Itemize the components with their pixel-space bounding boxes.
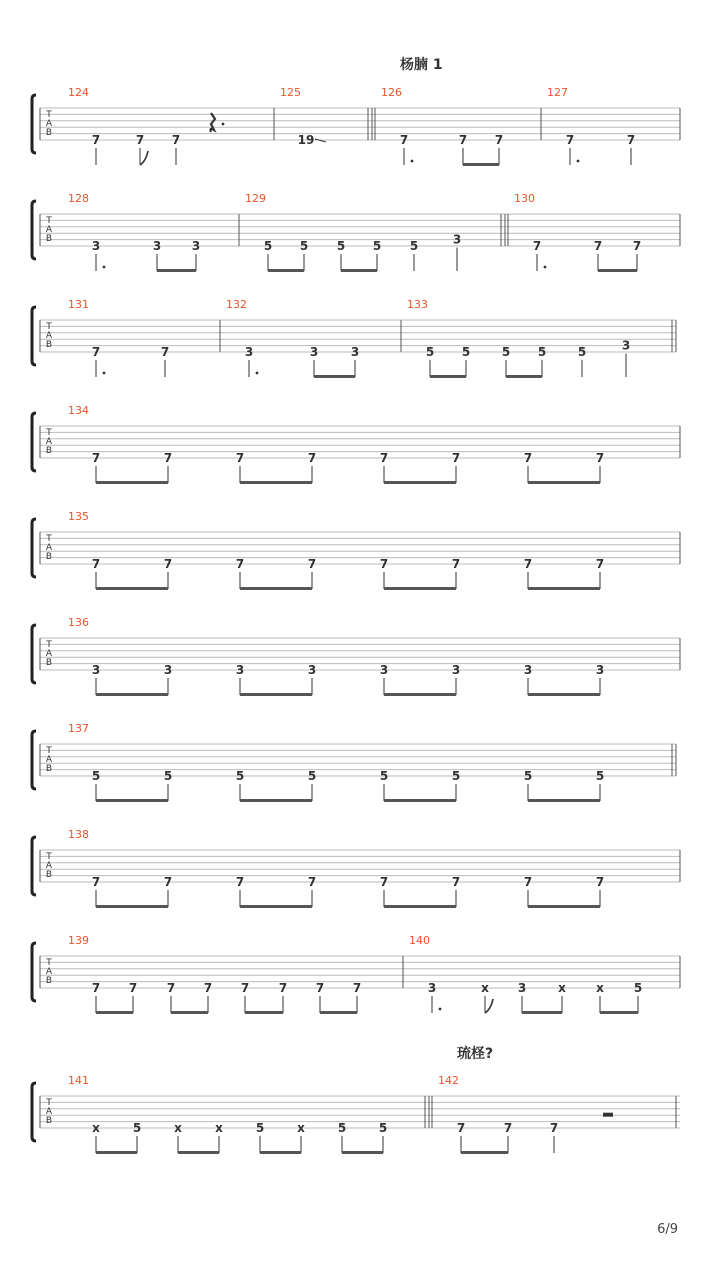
tab-clef-letter: T: [46, 1098, 52, 1108]
duration-dot: [411, 160, 414, 163]
fret-number: 5: [372, 239, 382, 253]
tab-clef-letter: T: [46, 852, 52, 862]
fret-number: x: [297, 1121, 305, 1135]
fret-number: 7: [523, 451, 533, 465]
fret-number: 7: [91, 557, 101, 571]
system-bracket: [32, 95, 36, 153]
fret-number: 7: [595, 875, 605, 889]
tab-system: [32, 298, 676, 378]
fret-number: x: [558, 981, 566, 995]
fret-number: 7: [163, 875, 173, 889]
fret-number: x: [92, 1121, 100, 1135]
fret-number: 5: [451, 769, 461, 783]
note-beam: [260, 1151, 301, 1154]
measure-number: 135: [68, 510, 89, 523]
measure-number: 130: [514, 192, 535, 205]
measure-number: 128: [68, 192, 89, 205]
note-beam: [240, 587, 312, 590]
note-beam: [96, 587, 168, 590]
fret-number: 7: [399, 133, 409, 147]
fret-number: 5: [461, 345, 471, 359]
note-beam: [528, 693, 600, 696]
fret-number: 7: [307, 875, 317, 889]
fret-number: 3: [244, 345, 254, 359]
fret-number: 3: [350, 345, 360, 359]
fret-number: 7: [91, 981, 101, 995]
fret-number: x: [596, 981, 604, 995]
fret-number: 7: [451, 875, 461, 889]
fret-number: 5: [379, 769, 389, 783]
note-beam: [96, 481, 168, 484]
duration-dot: [103, 372, 106, 375]
tab-clef-letter: A: [45, 1107, 53, 1117]
fret-number: 5: [299, 239, 309, 253]
duration-dot: [439, 1008, 442, 1011]
system-bracket: [32, 519, 36, 577]
fret-number: 19: [297, 133, 315, 147]
fret-number: 3: [595, 663, 605, 677]
tab-clef-letter: B: [45, 764, 53, 774]
tab-clef-letter: A: [45, 119, 53, 129]
fret-number: 7: [91, 451, 101, 465]
note-beam: [178, 1151, 219, 1154]
tab-clef-letter: A: [45, 861, 53, 871]
fret-number: 7: [379, 875, 389, 889]
note-flag: [485, 999, 493, 1013]
fret-number: 7: [595, 451, 605, 465]
fret-number: 3: [91, 239, 101, 253]
system-bracket: [32, 731, 36, 789]
tab-system: [32, 934, 680, 1014]
quarter-rest: [210, 113, 215, 132]
fret-number: 7: [91, 875, 101, 889]
tab-system: [32, 616, 680, 696]
fret-number: 3: [621, 338, 631, 353]
tab-clef-letter: T: [46, 216, 52, 226]
tab-system: [32, 722, 676, 802]
fret-number: 5: [255, 1121, 265, 1135]
fret-number: 7: [171, 133, 181, 147]
duration-dot: [256, 372, 259, 375]
tab-clef-letter: T: [46, 640, 52, 650]
fret-number: 5: [307, 769, 317, 783]
tab-system: [32, 192, 680, 272]
fret-number: 7: [203, 981, 213, 995]
note-beam: [157, 269, 196, 272]
fret-number: 7: [503, 1121, 513, 1135]
note-beam: [598, 269, 637, 272]
system-bracket: [32, 837, 36, 895]
fret-number: 5: [163, 769, 173, 783]
note-beam: [96, 1011, 133, 1014]
fret-number: 7: [235, 557, 245, 571]
measure-number: 139: [68, 934, 89, 947]
fret-number: 7: [235, 875, 245, 889]
note-beam: [240, 693, 312, 696]
fret-number: 5: [91, 769, 101, 783]
system-bracket: [32, 625, 36, 683]
tab-clef-letter: A: [45, 225, 53, 235]
fret-number: 7: [240, 981, 250, 995]
tab-clef-letter: T: [46, 958, 52, 968]
fret-number: 7: [523, 875, 533, 889]
note-beam: [600, 1011, 638, 1014]
fret-number: 5: [409, 239, 419, 253]
fret-number: 3: [379, 663, 389, 677]
tab-clef-letter: A: [45, 437, 53, 447]
note-beam: [384, 693, 456, 696]
measure-number: 141: [68, 1074, 89, 1087]
fret-number: 5: [132, 1121, 142, 1135]
fret-number: 7: [307, 557, 317, 571]
measure-number: 133: [407, 298, 428, 311]
fret-number: 5: [501, 345, 511, 359]
tab-clef-letter: B: [45, 1116, 53, 1126]
measure-number: 142: [438, 1074, 459, 1087]
fret-number: 3: [91, 663, 101, 677]
fret-number: 5: [337, 1121, 347, 1135]
fret-number: 3: [307, 663, 317, 677]
tab-system: [32, 510, 680, 590]
note-beam: [384, 799, 456, 802]
fret-number: 5: [577, 345, 587, 359]
measure-number: 124: [68, 86, 89, 99]
rest-dot: [222, 123, 225, 126]
fret-number: 7: [451, 451, 461, 465]
measure-number: 140: [409, 934, 430, 947]
note-beam: [314, 375, 355, 378]
fret-number: 5: [595, 769, 605, 783]
note-beam: [463, 163, 499, 166]
tab-system: [32, 1074, 680, 1154]
measure-number: 132: [226, 298, 247, 311]
note-beam: [171, 1011, 208, 1014]
tab-clef-letter: A: [45, 649, 53, 659]
note-beam: [522, 1011, 562, 1014]
fret-number: 7: [379, 557, 389, 571]
note-beam: [245, 1011, 283, 1014]
duration-dot: [577, 160, 580, 163]
fret-number: 7: [235, 451, 245, 465]
note-beam: [341, 269, 377, 272]
note-beam: [461, 1151, 508, 1154]
fret-number: 5: [425, 345, 435, 359]
note-beam: [320, 1011, 357, 1014]
fret-number: 5: [263, 239, 273, 253]
fret-number: 7: [166, 981, 176, 995]
system-bracket: [32, 201, 36, 259]
note-beam: [96, 693, 168, 696]
tab-clef-letter: T: [46, 110, 52, 120]
half-rest: [603, 1113, 613, 1117]
fret-number: 3: [517, 981, 527, 995]
tab-clef-letter: B: [45, 870, 53, 880]
fret-number: 3: [523, 663, 533, 677]
note-beam: [430, 375, 466, 378]
note-beam: [96, 1151, 137, 1154]
measure-number: 126: [381, 86, 402, 99]
measure-number: 127: [547, 86, 568, 99]
fret-number: 5: [523, 769, 533, 783]
tab-clef-letter: B: [45, 340, 53, 350]
tab-clef-letter: T: [46, 322, 52, 332]
system-bracket: [32, 413, 36, 471]
fret-number: 7: [532, 239, 542, 253]
fret-number: 7: [456, 1121, 466, 1135]
fret-number: 5: [336, 239, 346, 253]
fret-number: 7: [91, 345, 101, 359]
fret-number: x: [174, 1121, 182, 1135]
note-beam: [528, 481, 600, 484]
fret-number: 7: [494, 133, 504, 147]
note-beam: [528, 799, 600, 802]
fret-number: 3: [309, 345, 319, 359]
tab-clef-letter: B: [45, 552, 53, 562]
tab-clef-letter: B: [45, 976, 53, 986]
fret-number: 7: [626, 133, 636, 147]
fret-number: 5: [633, 981, 643, 995]
fret-number: 7: [135, 133, 145, 147]
tab-system: [32, 404, 680, 484]
note-beam: [384, 481, 456, 484]
tab-clef-letter: T: [46, 428, 52, 438]
measure-number: 138: [68, 828, 89, 841]
system-bracket: [32, 943, 36, 1001]
note-beam: [96, 799, 168, 802]
system-bracket: [32, 307, 36, 365]
fret-number: 7: [91, 133, 101, 147]
fret-number: 3: [427, 981, 437, 995]
page-number: 6/9: [657, 1222, 678, 1237]
fret-number: 5: [378, 1121, 388, 1135]
tab-clef-letter: A: [45, 967, 53, 977]
note-beam: [342, 1151, 383, 1154]
fret-number: 5: [235, 769, 245, 783]
tab-clef-letter: A: [45, 543, 53, 553]
fret-number: 3: [451, 663, 461, 677]
fret-number: 7: [128, 981, 138, 995]
fret-number: 7: [632, 239, 642, 253]
fret-number: 7: [307, 451, 317, 465]
note-flag: [140, 151, 148, 165]
note-beam: [96, 905, 168, 908]
fret-number: 3: [152, 239, 162, 253]
fret-number: 3: [235, 663, 245, 677]
measure-number: 136: [68, 616, 89, 629]
fret-number: 7: [352, 981, 362, 995]
fret-number: 7: [379, 451, 389, 465]
tab-clef-letter: A: [45, 755, 53, 765]
fret-number: x: [481, 981, 489, 995]
note-beam: [268, 269, 304, 272]
note-beam: [384, 905, 456, 908]
tab-clef-letter: B: [45, 446, 53, 456]
fret-number: 7: [160, 345, 170, 359]
fret-number: 7: [565, 133, 575, 147]
note-beam: [240, 481, 312, 484]
fret-number: 7: [595, 557, 605, 571]
tab-clef-letter: B: [45, 128, 53, 138]
note-beam: [506, 375, 542, 378]
note-beam: [240, 905, 312, 908]
tab-clef-letter: T: [46, 746, 52, 756]
note-beam: [528, 905, 600, 908]
section-label: 杨腩 1: [400, 57, 443, 73]
measure-number: 134: [68, 404, 89, 417]
tab-system: [32, 828, 680, 908]
note-beam: [528, 587, 600, 590]
fret-number: 7: [163, 451, 173, 465]
measure-number: 137: [68, 722, 89, 735]
tab-clef-letter: B: [45, 234, 53, 244]
section-label: 琉柽?: [457, 1046, 494, 1062]
duration-dot: [544, 266, 547, 269]
measure-number: 125: [280, 86, 301, 99]
tab-clef-letter: B: [45, 658, 53, 668]
fret-number: 3: [163, 663, 173, 677]
fret-number: x: [215, 1121, 223, 1135]
fret-number: 7: [549, 1121, 559, 1135]
tab-system: [32, 86, 680, 166]
fret-number: 7: [593, 239, 603, 253]
fret-number: 7: [458, 133, 468, 147]
note-beam: [240, 799, 312, 802]
fret-number: 5: [537, 345, 547, 359]
system-bracket: [32, 1083, 36, 1141]
measure-number: 131: [68, 298, 89, 311]
measure-number: 129: [245, 192, 266, 205]
note-beam: [384, 587, 456, 590]
fret-number: 7: [278, 981, 288, 995]
fret-number: 7: [451, 557, 461, 571]
fret-number: 3: [191, 239, 201, 253]
fret-number: 7: [523, 557, 533, 571]
tab-clef-letter: A: [45, 331, 53, 341]
fret-number: 7: [315, 981, 325, 995]
tab-clef-letter: T: [46, 534, 52, 544]
fret-number: 3: [452, 232, 462, 247]
fret-number: 7: [163, 557, 173, 571]
duration-dot: [103, 266, 106, 269]
